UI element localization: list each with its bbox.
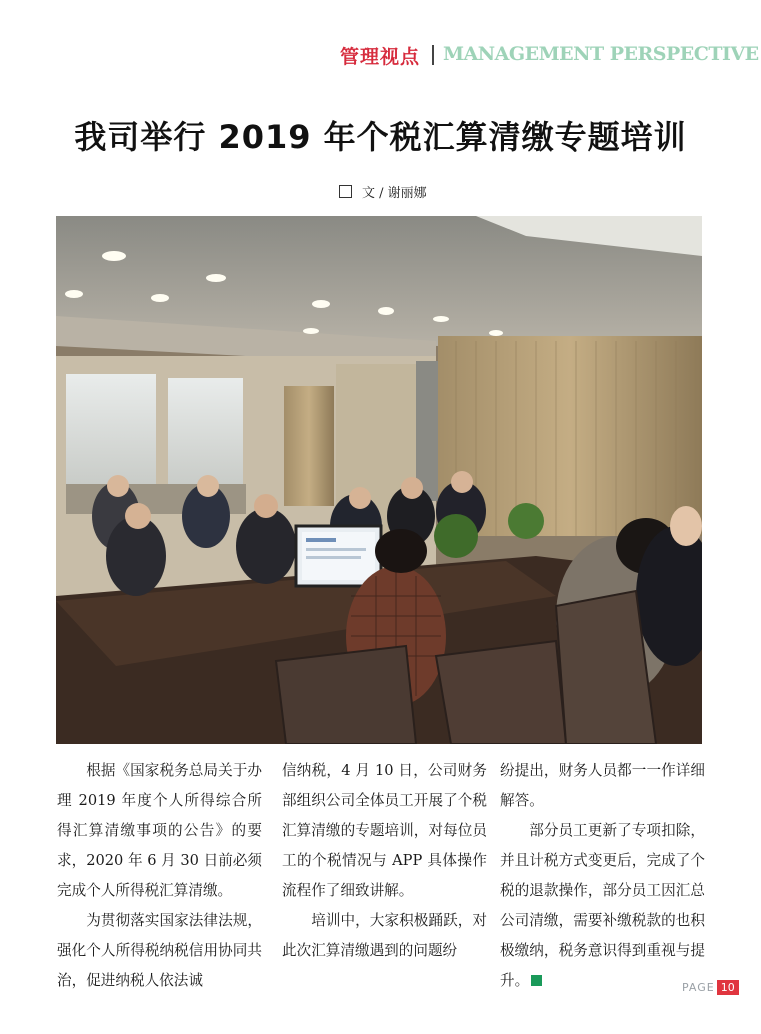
- page-number: 10: [717, 980, 739, 995]
- byline: [339, 182, 427, 201]
- page-footer: [682, 977, 739, 993]
- paragraph: 培训中，大家积极踊跃，对此次汇算清缴遇到的问题纷: [282, 912, 487, 959]
- meeting-photo: [56, 216, 702, 744]
- end-mark-icon: [531, 975, 542, 986]
- paragraph: 纷提出，财务人员都一一作详细解答。: [500, 762, 705, 809]
- paragraph: 为贯彻落实国家法律法规，强化个人所得税纳税信用协同共治，促进纳税人依法诚: [57, 912, 262, 989]
- section-title-cn: 管理视点: [340, 46, 421, 68]
- section-header: [340, 42, 759, 70]
- paragraph: 信纳税，4 月 10 日，公司财务部组织公司全体员工开展了个税汇算清缴的专题培训，对每位员工的个税情况与 APP 具体操作流程作了细致讲解。: [282, 762, 487, 899]
- text-column-2: [282, 756, 487, 966]
- byline-text: 文 / 谢丽娜: [362, 186, 427, 201]
- text-column-3: [500, 756, 705, 996]
- byline-box-icon: [339, 185, 352, 198]
- header-divider: [432, 45, 434, 65]
- meeting-photo-illustration: [56, 216, 702, 744]
- section-title-en: MANAGEMENT PERSPECTIVE: [443, 43, 759, 65]
- paragraph: 根据《国家税务总局关于办理 2019 年度个人所得综合所得汇算清缴事项的公告》的要求，2020 年 6 月 30 日前必须完成个人所得税汇算清缴。: [57, 762, 262, 899]
- text-column-1: [57, 756, 262, 996]
- article-title: 我司举行 2019 年个税汇算清缴专题培训: [74, 118, 687, 156]
- paragraph-last-text: 部分员工更新了专项扣除，并且计税方式变更后，完成了个税的退款操作，部分员工因汇总公司清缴，需要补缴税款的也积极缴纳，税务意识得到重视与提升。: [500, 822, 705, 989]
- paragraph-last: [500, 816, 705, 996]
- page-label: PAGE: [682, 981, 715, 994]
